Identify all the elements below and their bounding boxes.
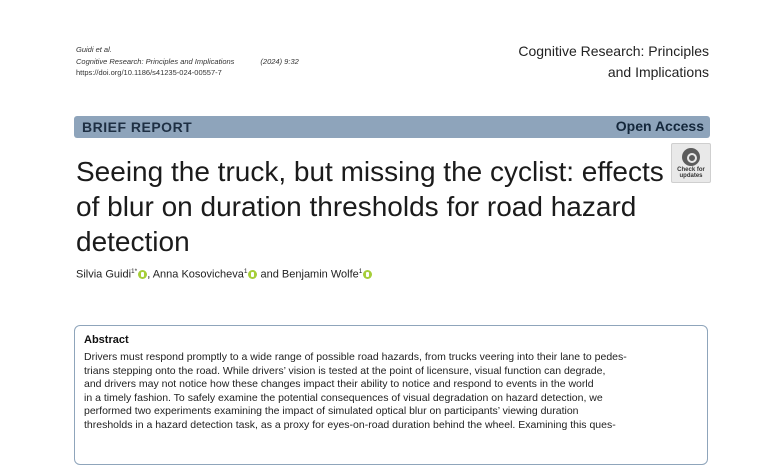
journal-header-line2: and Implications [607,64,709,80]
author-name: Benjamin Wolfe [281,268,359,281]
abstract-line: performed two experiments examining the impact of simulated optical blur on participants’ viewing duration [84,405,579,417]
badge-line2: updates [679,173,703,179]
author-affiliation: 1 [243,268,248,275]
abstract-box [74,325,708,465]
article-type-label: BRIEF REPORT [82,119,193,135]
abstract-heading: Abstract [84,334,129,346]
author-separator: and [257,268,282,281]
citation-volume: (2024) 9:32 [260,56,299,66]
citation-doi[interactable]: https://doi.org/10.1186/s41235-024-00557-7 [76,68,222,77]
author-name: Silvia Guidi [76,268,132,281]
article-type-banner [74,116,710,138]
citation-journal-line [76,56,299,68]
check-updates-icon [682,148,700,166]
article-title: Seeing the truck, but missing the cyclist: effects of blur on duration thresholds for road hazard detection [76,156,664,257]
author-separator: , [147,268,153,281]
abstract-line: in a timely fashion. To safely examine the potential consequences of visual degradation on hazard detection, we [84,391,603,404]
journal-header [518,41,709,83]
open-access-label: Open Access [615,118,704,134]
abstract-line: trians stepping onto the road. While drivers’ vision is tested at the point of licensure, visual function can degrade, [84,364,606,377]
check-for-updates-badge[interactable] [671,143,711,183]
author-name: Anna Kosovicheva [152,268,244,281]
author-affiliation: 1 [358,268,363,275]
abstract-line: Drivers must respond promptly to a wide range of possible road hazards, from trucks veering into their lane to pedes- [84,351,627,363]
orcid-icon[interactable] [363,270,372,279]
badge-line1: Check for [677,167,705,173]
citation-authors: Guidi et al. [76,45,112,54]
abstract-line: thresholds in a hazard detection task, as a proxy for eyes-on-road duration behind the wheel. Examining this ques- [84,418,616,431]
citation-block [76,44,299,79]
author-affiliation: 1* [131,268,138,275]
citation-journal: Cognitive Research: Principles and Implications [76,56,235,66]
journal-header-line1: Cognitive Research: Principles [518,43,709,59]
abstract-text [84,351,696,432]
author-list [76,268,372,281]
orcid-icon[interactable] [138,270,147,279]
abstract-line: and drivers may not notice how these changes impact their ability to notice and respond to events in the world [84,378,594,390]
